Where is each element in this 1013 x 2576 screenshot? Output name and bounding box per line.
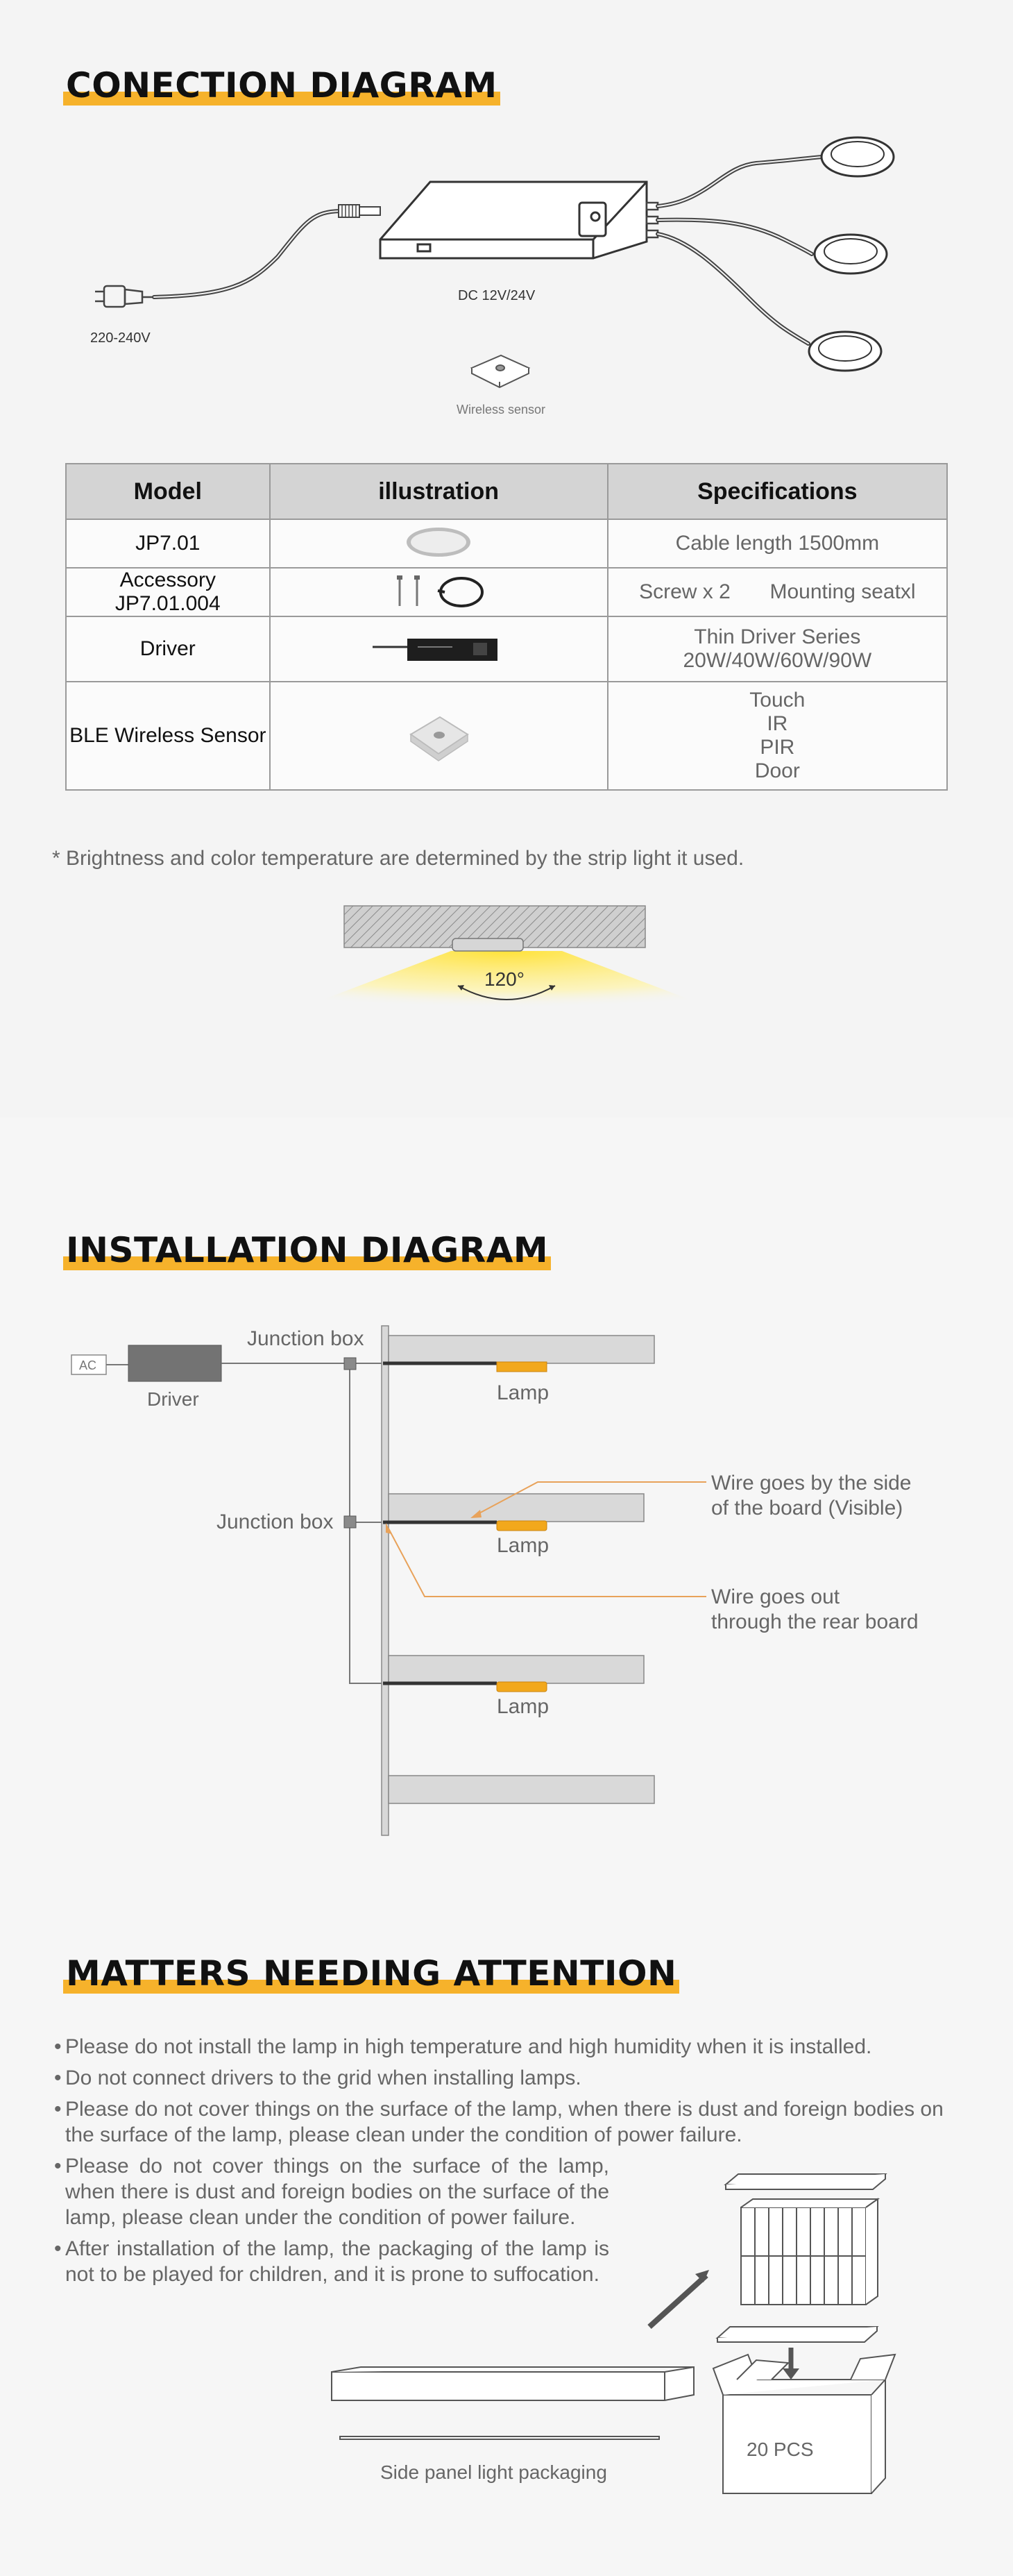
wire-rear-label: through the rear board	[711, 1610, 919, 1633]
header-specifications: Specifications	[608, 464, 947, 519]
model-line: Accessory	[119, 569, 216, 591]
panel-stack	[741, 2199, 878, 2305]
side-panel	[382, 1326, 389, 1835]
model-cell: Driver	[66, 616, 270, 682]
specs-cell: Cable length 1500mm	[608, 519, 947, 568]
box-base-tray	[717, 2327, 877, 2342]
voltage-in-label: 220-240V	[90, 330, 151, 346]
installation-title: INSTALLATION DIAGRAM	[66, 1233, 548, 1268]
list-item: • Please do not cover things on the surface of the lamp, when there is dust and foreign bodies on the surface of the lamp, please clean under the condition of power failure.	[54, 2096, 963, 2148]
spec-table	[65, 463, 948, 791]
specs-value: Screw x 2	[639, 580, 731, 603]
specs-value: Mounting seatxl	[769, 580, 916, 603]
carton-box	[713, 2355, 895, 2493]
specs-cell	[608, 568, 947, 616]
junction-box	[344, 1516, 356, 1528]
lamp-label: Lamp	[497, 1534, 550, 1557]
ac-label: AC	[79, 1358, 97, 1372]
wire-side-label: of the board (Visible)	[711, 1497, 903, 1519]
model-cell: JP7.01	[66, 519, 270, 568]
model-cell: BLE Wireless Sensor	[66, 682, 270, 790]
wireless-sensor-icon	[472, 355, 529, 387]
illustration-cell	[270, 519, 608, 568]
specs-line: PIR	[760, 736, 795, 759]
box-lid	[726, 2174, 885, 2189]
driver-block	[128, 1345, 221, 1381]
side-panel-light	[332, 2367, 694, 2400]
illustration-cell	[270, 616, 608, 682]
round-lamp-icon	[404, 525, 473, 559]
header-model: Model	[66, 464, 270, 519]
beam-angle-label: 120°	[484, 968, 525, 990]
box-count-label: 20 PCS	[747, 2439, 814, 2460]
table-row	[66, 682, 947, 790]
connection-title: CONECTION DIAGRAM	[66, 68, 497, 103]
voltage-out-label: DC 12V/24V	[458, 288, 536, 303]
shelves	[389, 1336, 654, 1803]
arrow-icon	[649, 2275, 706, 2327]
driver-thumb-icon	[369, 630, 508, 665]
model-cell	[66, 568, 270, 616]
packaging-illustration	[0, 2173, 1013, 2499]
table-header-row	[66, 464, 947, 519]
illustration-cell	[270, 568, 608, 616]
sensor-thumb-icon	[397, 700, 480, 769]
lamp-label: Lamp	[497, 1695, 550, 1718]
list-item: • Please do not install the lamp in high temperature and high humidity when it is installed.	[54, 2034, 963, 2060]
driver-box	[380, 182, 647, 258]
table-row	[66, 568, 947, 616]
specs-line: IR	[767, 712, 788, 735]
list-item: • Do not connect drivers to the grid when installing lamps.	[54, 2065, 963, 2091]
packaging-caption: Side panel light packaging	[380, 2461, 607, 2483]
sensor-label: Wireless sensor	[457, 403, 546, 416]
specs-line: 20W/40W/60W/90W	[683, 649, 872, 672]
screws-and-seat-icon	[386, 570, 491, 612]
attention-title: MATTERS NEEDING ATTENTION	[66, 1956, 676, 1991]
junction-box-label: Junction box	[216, 1510, 334, 1533]
lamp-label: Lamp	[497, 1381, 550, 1404]
installation-diagram	[0, 1305, 1013, 1846]
table-row	[66, 519, 947, 568]
specs-line: Door	[754, 759, 800, 782]
lamp-icon	[809, 137, 894, 371]
model-line: JP7.01.004	[114, 592, 221, 615]
brightness-note: * Brightness and color temperature are determined by the strip light it used.	[52, 847, 744, 870]
list-item: • Please do not cover things on the surface of the lamp, when there is dust and foreign bodies on the surface of the lamp, please clean under the condition of power failure.	[54, 2153, 609, 2230]
driver-label: Driver	[147, 1388, 199, 1410]
specs-line: Touch	[749, 689, 806, 712]
lamp-block	[497, 1362, 550, 1692]
junction-box	[344, 1358, 356, 1370]
plug-icon	[95, 286, 154, 307]
specs-cell	[608, 616, 947, 682]
wire-side-label: Wire goes by the side	[711, 1472, 912, 1495]
beam-angle-diagram	[0, 895, 1013, 1034]
header-illustration: illustration	[270, 464, 608, 519]
illustration-cell	[270, 682, 608, 790]
specs-line: Thin Driver Series	[694, 625, 861, 648]
list-item: • After installation of the lamp, the packaging of the lamp is not to be played for children, and it is prone to suffocation.	[54, 2236, 609, 2287]
junction-box-label: Junction box	[247, 1327, 364, 1350]
wire-rear-label: Wire goes out	[711, 1585, 840, 1608]
specs-cell	[608, 682, 947, 790]
input-cable	[154, 211, 340, 297]
table-row	[66, 616, 947, 682]
